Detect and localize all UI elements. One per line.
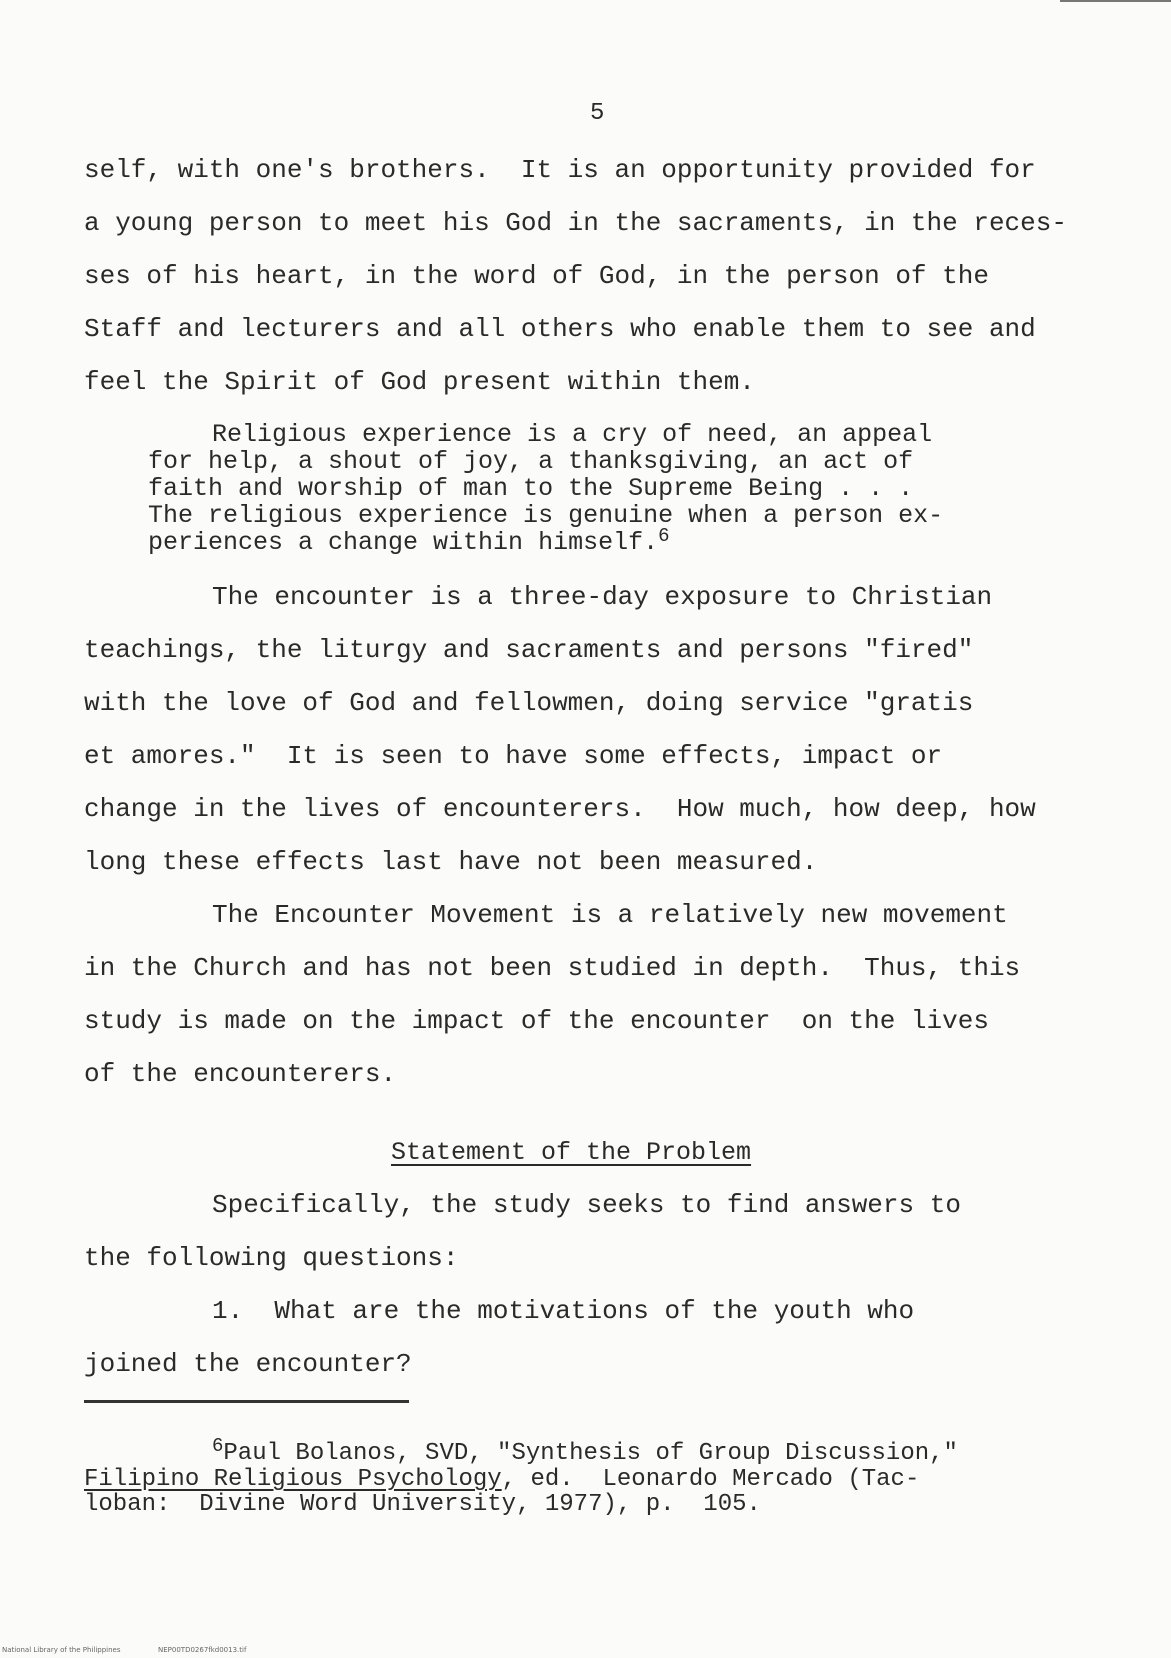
paragraph-3-line-4: of the encounterers. [84,1059,397,1089]
block-quote-line-5-text: periences a change within himself. [148,528,659,557]
block-quote-line-2: for help, a shout of joy, a thanksgiving, an act of [148,447,914,476]
paragraph-2-line-6: long these effects last have not been measured. [84,847,818,877]
block-quote-line-4: The religious experience is genuine when a person ex- [148,501,944,530]
top-edge-line [1060,0,1171,2]
quote-footnote-mark: 6 [658,525,670,547]
section-heading: Statement of the Problem [391,1138,752,1167]
paragraph-3-line-3: study is made on the impact of the encounter on the lives [84,1006,989,1036]
scan-stamp-filename: NEP00TD0267fkd0013.tif [158,1646,247,1654]
page-number: 5 [590,100,605,127]
paragraph-2-line-2: teachings, the liturgy and sacraments and persons "fired" [84,635,974,665]
paragraph-1-line-1: self, with one's brothers. It is an opportunity provided for [84,155,1036,185]
paragraph-2-line-1: The encounter is a three-day exposure to Christian [212,582,993,612]
block-quote-line-5 [148,525,670,557]
footnote-line-2-rest: , ed. Leonardo Mercado (Tac- [501,1466,920,1493]
question-1-line-1: 1. What are the motivations of the youth who [212,1296,915,1326]
footnote-book-title: Filipino Religious Psychology [84,1466,502,1493]
footnote-line-1 [212,1435,958,1467]
scan-stamp-library: National Library of the Philippines [2,1646,121,1654]
paragraph-1-line-5: feel the Spirit of God present within them. [84,367,755,397]
block-quote-line-1: Religious experience is a cry of need, an appeal [212,420,933,449]
footnote-rule [84,1400,409,1403]
footnote-line-2 [84,1467,919,1492]
paragraph-2-line-5: change in the lives of encounterers. How much, how deep, how [84,794,1036,824]
paragraph-1-line-3: ses of his heart, in the word of God, in the person of the [84,261,989,291]
footnote-line-3: loban: Divine Word University, 1977), p. 105. [84,1491,761,1518]
paragraph-2-line-3: with the love of God and fellowmen, doing service "gratis [84,688,974,718]
question-1-line-2: joined the encounter? [84,1349,412,1379]
paragraph-4-line-2: the following questions: [84,1243,459,1273]
paragraph-4-line-1: Specifically, the study seeks to find answers to [212,1190,961,1220]
paragraph-1-line-4: Staff and lecturers and all others who enable them to see and [84,314,1036,344]
block-quote-line-3: faith and worship of man to the Supreme Being . . . [148,474,914,503]
paragraph-3-line-2: in the Church and has not been studied in depth. Thus, this [84,953,1021,983]
paragraph-2-line-4: et amores." It is seen to have some effects, impact or [84,741,943,771]
footnote-line-1-text: Paul Bolanos, SVD, "Synthesis of Group Discussion," [223,1440,958,1467]
footnote-mark: 6 [212,1435,224,1457]
paragraph-1-line-2: a young person to meet his God in the sacraments, in the reces- [84,208,1067,238]
paragraph-3-line-1: The Encounter Movement is a relatively new movement [212,900,1008,930]
